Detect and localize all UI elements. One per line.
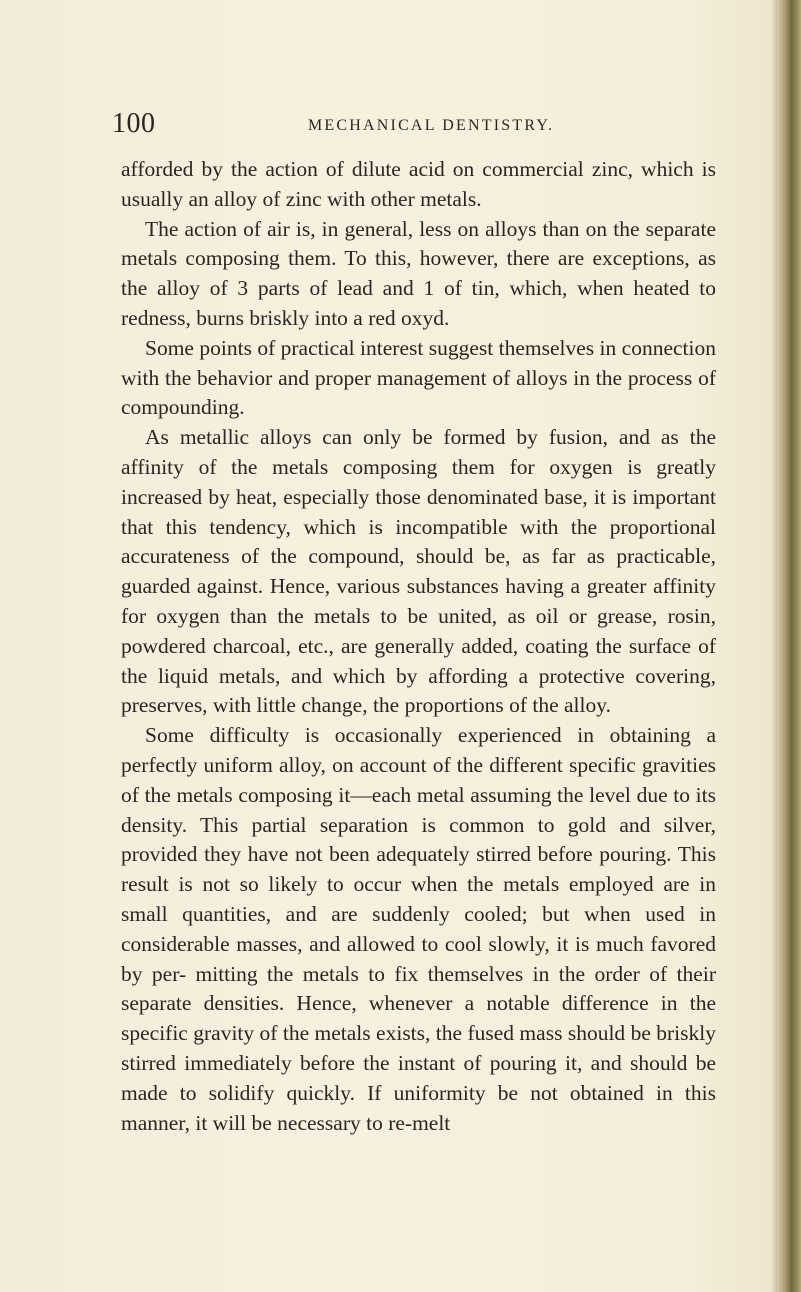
body-text <box>121 155 716 1138</box>
paragraph: Some points of practical interest suggest themselves in connection with the behavior and proper management of alloys in the process of compounding. <box>121 335 716 420</box>
running-title: MECHANICAL DENTISTRY. <box>308 117 555 134</box>
paragraph: afforded by the action of dilute acid on commercial zinc, which is usually an alloy of zinc with other metals. <box>121 157 716 211</box>
page-number: 100 <box>112 108 156 139</box>
book-spine <box>777 0 801 1292</box>
running-head <box>112 108 672 142</box>
paragraph: Some difficulty is occasionally experienced in obtaining a perfectly uniform alloy, on account of the different specific gravities of the metals composing it—each metal assuming the level due to its density. This partial separation is common to gold and silver, provided they have not been adequately stirred before pouring. This result is not so likely to occur when the metals employed are in small quantities, and are suddenly cooled; but when used in considerable masses, and allowed to cool slowly, it is much favored by per- mitting the metals to fix themselves in the order of their separate densities. Hence, whenever a notable difference in the specific gravity of the metals exists, the fused mass should be briskly stirred immediately before the instant of pouring it, and should be made to solidify quickly. If uniformity be not obtained in this manner, it will be necessary to re-melt <box>121 723 716 1135</box>
paragraph: The action of air is, in general, less on alloys than on the separate metals composing them. To this, however, there are exceptions, as the alloy of 3 parts of lead and 1 of tin, which, when heated to redness, burns briskly into a red oxyd. <box>121 216 716 330</box>
paragraph: As metallic alloys can only be formed by fusion, and as the affinity of the metals composing them for oxygen is greatly increased by heat, especially those denominated base, it is important that this tendency, which is incompatible with the proportional accurateness of the compound, should be, as far as practicable, guarded against. Hence, various substances having a greater affinity for oxygen than the metals to be united, as oil or grease, rosin, powdered charcoal, etc., are generally added, coating the surface of the liquid metals, and which by affording a protective covering, preserves, with little change, the proportions of the alloy. <box>121 425 716 718</box>
